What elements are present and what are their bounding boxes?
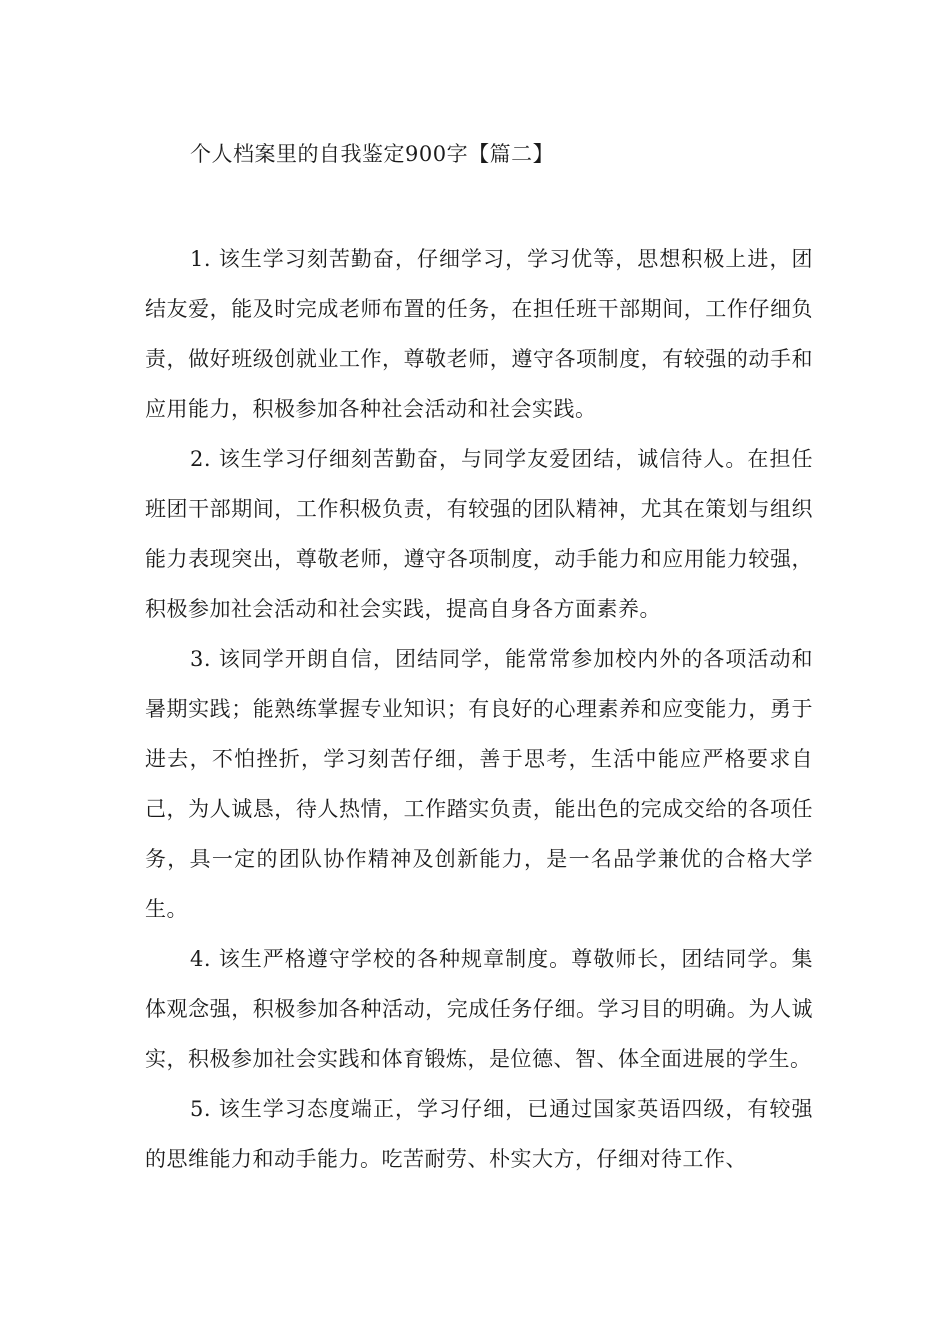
paragraph-2: 2. 该生学习仔细刻苦勤奋，与同学友爱团结，诚信待人。在担任班团干部期间，工作积极负责，有较强的团队精神，尤其在策划与组织能力表现突出，尊敬老师，遵守各项制度，动手能力和应用能力较强，积极参加社会活动和社会实践，提高自身各方面素养。 <box>145 447 813 621</box>
document-title: 个人档案里的自我鉴定900字【篇二】 <box>190 142 555 166</box>
paragraph-1: 1. 该生学习刻苦勤奋，仔细学习，学习优等，思想积极上进，团结友爱，能及时完成老师布置的任务，在担任班干部期间，工作仔细负责，做好班级创就业工作，尊敬老师，遵守各项制度，有较强的动手和应用能力，积极参加各种社会活动和社会实践。 <box>145 247 813 421</box>
paragraph-5: 5. 该生学习态度端正，学习仔细，已通过国家英语四级，有较强的思维能力和动手能力。吃苦耐劳、朴实大方，仔细对待工作、 <box>145 1097 813 1171</box>
paragraph-4: 4. 该生严格遵守学校的各种规章制度。尊敬师长，团结同学。集体观念强，积极参加各种活动，完成任务仔细。学习目的明确。为人诚实，积极参加社会实践和体育锻炼，是位德、智、体全面进展的学生。 <box>145 947 813 1071</box>
document-body <box>145 234 813 1184</box>
paragraph-3: 3. 该同学开朗自信，团结同学，能常常参加校内外的各项活动和暑期实践；能熟练掌握专业知识；有良好的心理素养和应变能力，勇于进去，不怕挫折，学习刻苦仔细，善于思考，生活中能应严格要求自己，为人诚恳，待人热情，工作踏实负责，能出色的完成交给的各项任务，具一定的团队协作精神及创新能力，是一名品学兼优的合格大学生。 <box>145 647 813 921</box>
